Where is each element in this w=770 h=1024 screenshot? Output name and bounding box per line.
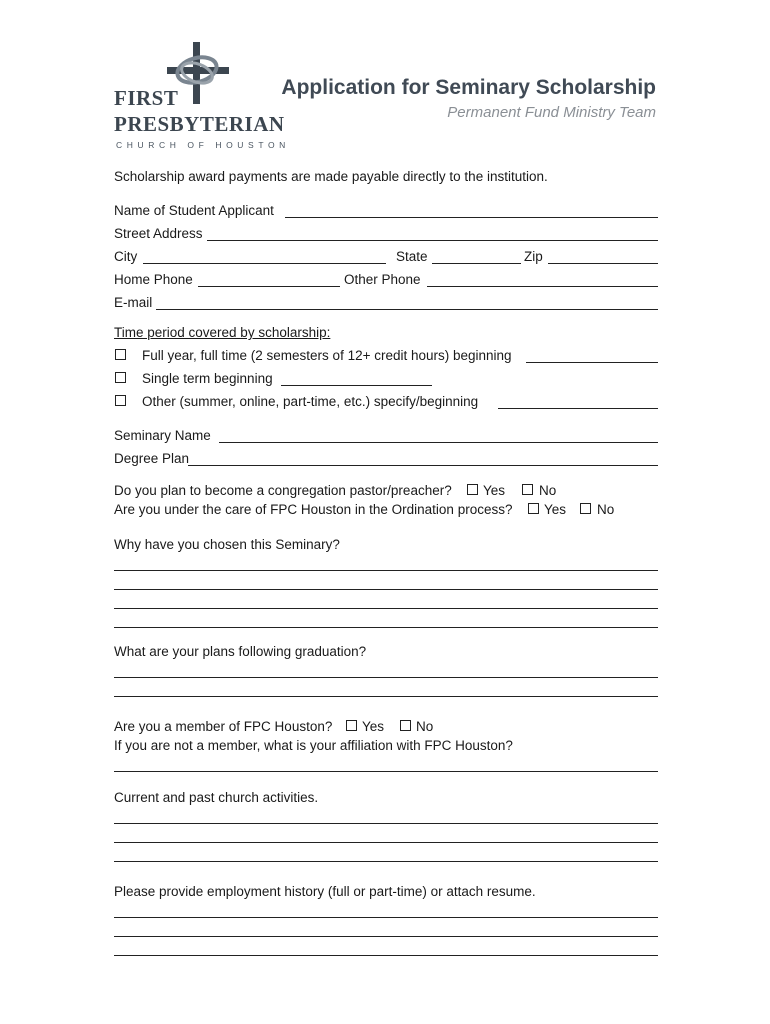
full-year-field[interactable]	[526, 362, 658, 363]
employment-line-1[interactable]	[114, 917, 658, 918]
page-subtitle: Permanent Fund Ministry Team	[447, 104, 656, 121]
other-period-checkbox[interactable]	[115, 395, 126, 406]
time-period-heading: Time period covered by scholarship:	[114, 325, 331, 340]
employment-line-3[interactable]	[114, 955, 658, 956]
home-phone-label: Home Phone	[114, 272, 193, 287]
ordination-no-checkbox[interactable]	[580, 503, 591, 514]
other-phone-field[interactable]	[427, 286, 658, 287]
why-seminary-line-4[interactable]	[114, 627, 658, 628]
pastor-yes-label: Yes	[483, 483, 506, 498]
pastor-yes-checkbox[interactable]	[467, 484, 478, 495]
full-year-checkbox[interactable]	[115, 349, 126, 360]
other-period-field[interactable]	[498, 408, 658, 409]
degree-plan-field[interactable]	[188, 465, 658, 466]
email-label: E-mail	[114, 295, 153, 310]
logo-church-of-houston: CHURCH OF HOUSTON	[116, 140, 290, 150]
home-phone-field[interactable]	[198, 286, 340, 287]
name-label: Name of Student Applicant	[114, 203, 274, 218]
activities-question: Current and past church activities.	[114, 790, 319, 805]
state-field[interactable]	[432, 263, 521, 264]
state-label: State	[396, 249, 428, 264]
single-term-label: Single term beginning	[142, 371, 273, 386]
affiliation-question: If you are not a member, what is your affiliation with FPC Houston?	[114, 738, 513, 753]
seminary-name-label: Seminary Name	[114, 428, 211, 443]
plans-line-1[interactable]	[114, 677, 658, 678]
employment-line-2[interactable]	[114, 936, 658, 937]
pastor-question: Do you plan to become a congregation pastor/preacher?	[114, 483, 452, 498]
street-label: Street Address	[114, 226, 203, 241]
pastor-no-label: No	[539, 483, 557, 498]
ordination-no-label: No	[597, 502, 615, 517]
logo-presbyterian: PRESBYTERIAN	[114, 112, 285, 136]
why-seminary-question: Why have you chosen this Seminary?	[114, 537, 340, 552]
why-seminary-line-3[interactable]	[114, 608, 658, 609]
why-seminary-line-2[interactable]	[114, 589, 658, 590]
plans-question: What are your plans following graduation?	[114, 644, 367, 659]
pastor-no-checkbox[interactable]	[522, 484, 533, 495]
single-term-checkbox[interactable]	[115, 372, 126, 383]
activities-line-3[interactable]	[114, 861, 658, 862]
activities-line-1[interactable]	[114, 823, 658, 824]
plans-line-2[interactable]	[114, 696, 658, 697]
employment-question: Please provide employment history (full or part-time) or attach resume.	[114, 884, 536, 899]
logo-first: FIRST	[114, 86, 179, 110]
other-period-label: Other (summer, online, part-time, etc.) specify/beginning	[142, 394, 479, 409]
street-field[interactable]	[207, 240, 658, 241]
degree-plan-label: Degree Plan	[114, 451, 190, 466]
full-year-label: Full year, full time (2 semesters of 12+ credit hours) beginning	[142, 348, 512, 363]
member-question: Are you a member of FPC Houston?	[114, 719, 333, 734]
seminary-name-field[interactable]	[219, 442, 658, 443]
single-term-field[interactable]	[281, 385, 432, 386]
city-label: City	[114, 249, 138, 264]
affiliation-line-1[interactable]	[114, 771, 658, 772]
name-field[interactable]	[285, 217, 658, 218]
zip-label: Zip	[524, 249, 543, 264]
page-title: Application for Seminary Scholarship	[281, 76, 656, 99]
email-field[interactable]	[156, 309, 658, 310]
activities-line-2[interactable]	[114, 842, 658, 843]
member-no-label: No	[416, 719, 434, 734]
ordination-yes-label: Yes	[544, 502, 567, 517]
zip-field[interactable]	[548, 263, 658, 264]
member-yes-checkbox[interactable]	[346, 720, 357, 731]
other-phone-label: Other Phone	[344, 272, 421, 287]
why-seminary-line-1[interactable]	[114, 570, 658, 571]
ordination-yes-checkbox[interactable]	[528, 503, 539, 514]
member-yes-label: Yes	[362, 719, 385, 734]
intro-text: Scholarship award payments are made payable directly to the institution.	[114, 169, 548, 184]
ordination-question: Are you under the care of FPC Houston in the Ordination process?	[114, 502, 513, 517]
member-no-checkbox[interactable]	[400, 720, 411, 731]
city-field[interactable]	[143, 263, 386, 264]
